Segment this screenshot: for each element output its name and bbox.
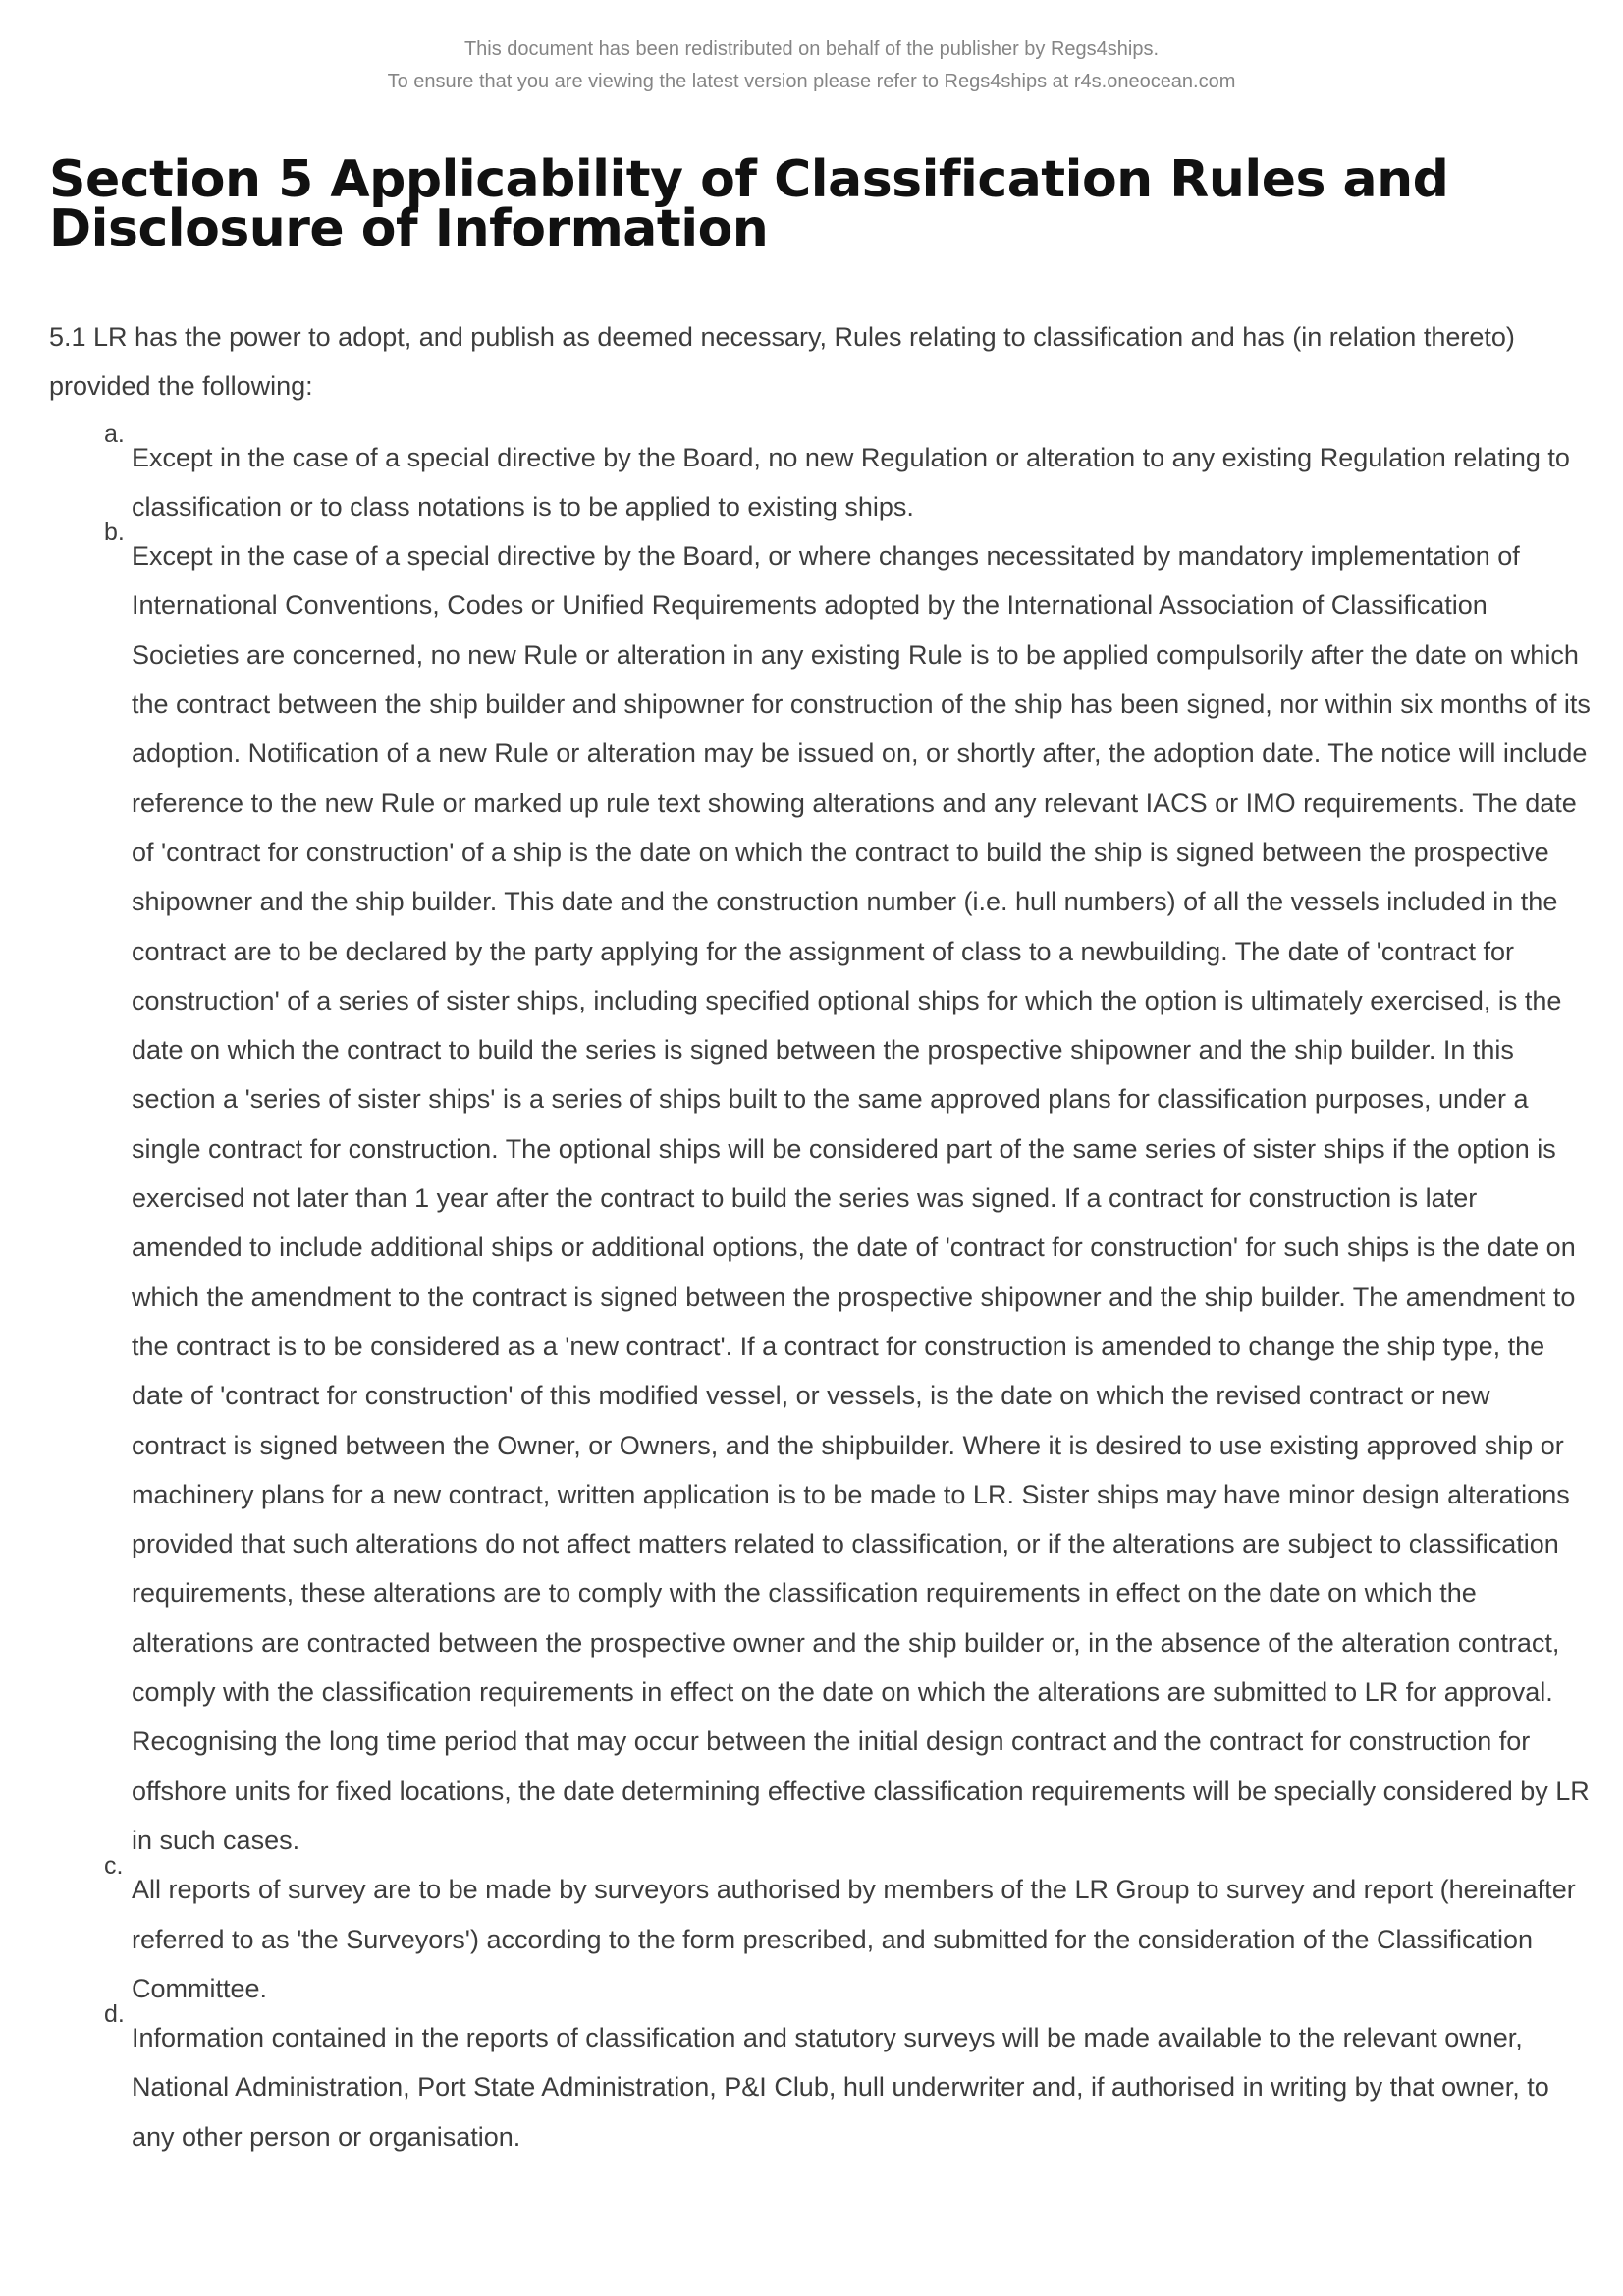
clause-letter: b. bbox=[104, 519, 125, 547]
clause-c bbox=[49, 1852, 1591, 2013]
clause-text: Except in the case of a special directive by the Board, or where changes necessitated by mandatory implementation of International Conventions, Codes or Unified Requirements adopted by the International Association of Classification Societies are concerned, no new Rule or alteration in any existing Rule is to be applied compulsorily after the date on which the contract between the ship builder and shipowner for construction of the ship has been signed, nor within six months of its adoption. Notification of a new Rule or alteration may be issued on, or shortly after, the adoption date. The notice will include reference to the new Rule or marked up rule text showing alterations and any relevant IACS or IMO requirements. The date of 'contract for construction' of a ship is the date on which the contract to build the ship is signed between the prospective shipowner and the ship builder. This date and the construction number (i.e. hull numbers) of all the vessels included in the contract are to be declared by the party applying for the assignment of class to a newbuilding. The date of 'contract for construction' of a series of sister ships, including specified optional ships for which the option is ultimately exercised, is the date on which the contract to build the series is signed between the prospective shipowner and the ship builder. In this section a 'series of sister ships' is a series of ships built to the same approved plans for classification purposes, under a single contract for construction. The optional ships will be considered part of the same series of sister ships if the option is exercised not later than 1 year after the contract to build the series was signed. If a contract for construction is later amended to include additional ships or additional options, the date of 'contract for construction' for such ships is the date on which the amendment to the contract is signed between the prospective shipowner and the ship builder. The amendment to the contract is to be considered as a 'new contract'. If a contract for construction is amended to change the ship type, the date of 'contract for construction' of this modified vessel, or vessels, is the date on which the revised contract or new contract is signed between the Owner, or Owners, and the shipbuilder. Where it is desired to use existing approved ship or machinery plans for a new contract, written application is to be made to LR. Sister ships may have minor design alterations provided that such alterations do not affect matters related to classification, or if the alterations are subject to classification requirements, these alterations are to comply with the classification requirements in effect on the date on which the alterations are contracted between the prospective owner and the ship builder or, in the absence of the alteration contract, comply with the classification requirements in effect on the date on which the alterations are submitted to LR for approval. Recognising the long time period that may occur between the initial design contract and the contract for construction for offshore units for fixed locations, the date determining effective classification requirements will be specially considered by LR in such cases. bbox=[132, 541, 1591, 1855]
clause-text: Information contained in the reports of classification and statutory surveys will be made available to the relevant owner, National Administration, Port State Administration, P&I Club, hull underwriter and, if authorised in writing by that owner, to any other person or organisation. bbox=[132, 2023, 1549, 2152]
clause-text: All reports of survey are to be made by surveyors authorised by members of the LR Group to survey and report (hereinafter referred to as 'the Surveyors') according to the form prescribed, and submitted for the consideration of the Classification Committee. bbox=[132, 1875, 1576, 2003]
clause-b bbox=[49, 519, 1591, 1865]
clause-letter: d. bbox=[104, 2000, 125, 2029]
clause-text: Except in the case of a special directive by the Board, no new Regulation or alteration to any existing Regulation relating to classification or to class notations is to be applied to existing ships. bbox=[132, 442, 1570, 521]
clause-list bbox=[49, 419, 1591, 2161]
section-body bbox=[49, 312, 1591, 2161]
redistribution-notice bbox=[0, 33, 1623, 98]
clause-letter: c. bbox=[104, 1852, 124, 1881]
notice-line-1: This document has been redistributed on behalf of the publisher by Regs4ships. bbox=[463, 38, 1160, 60]
section-title: Section 5 Applicability of Classification Rules and Disclosure of Information bbox=[49, 150, 1449, 258]
clause-d bbox=[49, 2000, 1591, 2161]
clause-a bbox=[49, 419, 1591, 532]
notice-line-2: To ensure that you are viewing the latest version please refer to Regs4ships at r4s.oneocean.com bbox=[387, 71, 1236, 92]
clause-letter: a. bbox=[104, 419, 125, 448]
intro-paragraph: 5.1 LR has the power to adopt, and publish as deemed necessary, Rules relating to classification and has (in relation thereto) provided the following: bbox=[49, 322, 1515, 402]
